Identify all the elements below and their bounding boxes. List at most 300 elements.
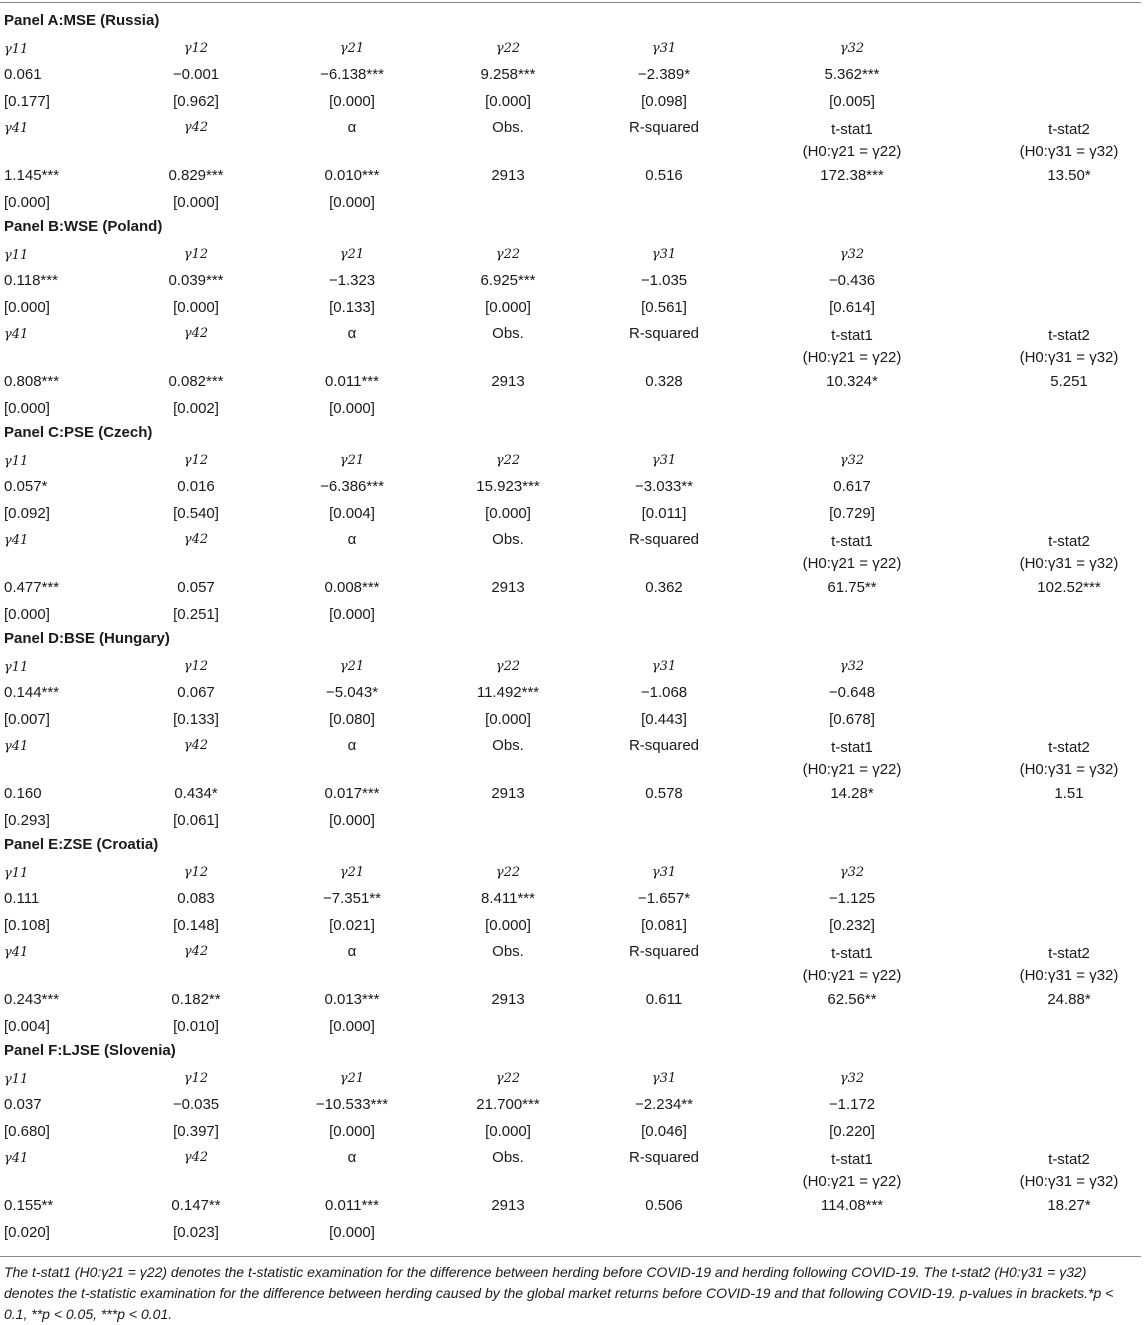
p-value — [4, 400, 50, 418]
stat-label-text: γ42 — [183, 532, 209, 547]
p-value-text: [0.081] — [641, 917, 687, 934]
coef-label-text: γ21 — [339, 865, 365, 880]
p-value-text: [0.000] — [4, 400, 50, 417]
stat-label-text: Obs. — [492, 531, 524, 548]
stat-label-text: R-squared — [628, 119, 700, 136]
coef-label-text: γ12 — [183, 865, 209, 880]
coef-label-row — [0, 452, 1145, 472]
stat-label-text: α — [347, 1149, 357, 1166]
p-value — [4, 299, 50, 317]
stat-label-text: α — [347, 737, 357, 754]
p-value-text: [0.443] — [641, 711, 687, 728]
stat-label-text: R-squared — [628, 1149, 700, 1166]
stat-value-row — [0, 1197, 1145, 1217]
coef-value — [4, 478, 47, 496]
coef-label-text: γ32 — [839, 247, 865, 262]
p-value-text: [0.046] — [641, 1123, 687, 1140]
coef-value-row — [0, 272, 1145, 292]
panel-title: Panel C:PSE (Czech) — [4, 424, 153, 441]
p-value-text: [0.293] — [4, 812, 50, 829]
stat-value-text: 0.362 — [645, 579, 683, 596]
stat-label — [4, 1149, 28, 1168]
coef-value-row — [0, 1096, 1145, 1116]
p-value-text: [0.000] — [329, 194, 375, 211]
coef-label-text: γ21 — [339, 247, 365, 262]
stat-value-text: 24.88* — [1047, 991, 1091, 1008]
coef-label-text: γ31 — [651, 1071, 677, 1086]
coef-value-row — [0, 66, 1145, 86]
coef-label-row — [0, 864, 1145, 884]
coef-label-text: γ32 — [839, 41, 865, 56]
coef-value-text: −1.125 — [828, 890, 876, 907]
p-value — [4, 917, 50, 935]
stat-value-text: 0.578 — [645, 785, 683, 802]
p-value-text: [0.080] — [329, 711, 375, 728]
coef-label-text: γ12 — [183, 453, 209, 468]
coef-value-text: 0.118*** — [4, 272, 58, 289]
coef-value-text: −1.172 — [828, 1096, 876, 1113]
stat-label-text: t-stat1 — [831, 121, 873, 138]
panel-title: Panel E:ZSE (Croatia) — [4, 836, 159, 853]
coef-value-row — [0, 684, 1145, 704]
stat-value-text: 0.011*** — [325, 373, 379, 390]
coef-label — [4, 246, 28, 265]
p-value-text: [0.000] — [4, 194, 50, 211]
coef-value-text: −0.648 — [828, 684, 876, 701]
stat-value-text: 0.611 — [645, 991, 683, 1008]
stat-label-row — [0, 531, 1145, 572]
hypothesis-label: (H0:γ21 = γ22) — [802, 967, 902, 984]
coef-value-text: 8.411*** — [481, 890, 535, 907]
p-value-text: [0.010] — [173, 1018, 219, 1035]
stat-value — [4, 1197, 53, 1215]
coef-label-text: γ22 — [495, 247, 521, 262]
stat-value-text: 18.27* — [1047, 1197, 1091, 1214]
coef-label-text: γ12 — [183, 659, 209, 674]
p-value — [4, 812, 50, 830]
p-value-text: [0.000] — [173, 299, 219, 316]
coef-label-text: γ32 — [839, 659, 865, 674]
stat-label-text: γ41 — [4, 533, 29, 548]
coef-value-text: 11.492*** — [476, 684, 540, 701]
stat-label-text: t-stat1 — [831, 327, 873, 344]
stat-label-text: Obs. — [492, 325, 524, 342]
t-stat1-label — [803, 943, 902, 987]
stat-value-text: 0.160 — [4, 785, 42, 802]
coef-value-text: −3.033** — [635, 478, 693, 495]
pvalue-row — [0, 93, 1145, 113]
stat-label-text: α — [347, 943, 357, 960]
p-value-text: [0.540] — [173, 505, 219, 522]
pvalue-row — [0, 1123, 1145, 1143]
p-value-text: [0.680] — [4, 1123, 50, 1140]
t-stat1-label — [803, 737, 902, 781]
stat-label — [4, 531, 28, 550]
stat-label-row — [0, 325, 1145, 366]
p-value-text: [0.004] — [4, 1018, 50, 1035]
stat-label-text: γ41 — [4, 1151, 29, 1166]
p-value-text: [0.000] — [485, 299, 531, 316]
p-value-text: [0.005] — [829, 93, 875, 110]
t-stat2-label — [1020, 943, 1119, 987]
p-value-text: [0.000] — [485, 1123, 531, 1140]
coef-label — [4, 658, 28, 677]
coef-label — [4, 864, 28, 883]
p-value — [4, 93, 50, 111]
coef-label-text: γ11 — [4, 866, 29, 881]
stat-label-text: α — [347, 119, 357, 136]
coef-value-text: 9.258*** — [480, 66, 536, 83]
coef-label-text: γ22 — [495, 1071, 521, 1086]
stat-value-text: 5.251 — [1050, 373, 1088, 390]
stat-value — [4, 373, 59, 391]
stat-label-text: t-stat2 — [1048, 1151, 1090, 1168]
coef-value-text: −2.234** — [635, 1096, 693, 1113]
coef-label-row — [0, 658, 1145, 678]
pvalue-row — [0, 299, 1145, 319]
stat-label-text: Obs. — [492, 943, 524, 960]
stat-label-text: Obs. — [492, 1149, 524, 1166]
stat-label-text: Obs. — [492, 737, 524, 754]
stat-label-text: Obs. — [492, 119, 524, 136]
stat-label-text: γ42 — [183, 738, 209, 753]
panel-title: Panel D:BSE (Hungary) — [4, 630, 170, 647]
hypothesis-label: (H0:γ31 = γ32) — [1019, 143, 1119, 160]
coef-value-text: 0.061 — [4, 66, 42, 83]
p-value-text: [0.000] — [329, 606, 375, 623]
stat-label-text: R-squared — [628, 325, 700, 342]
p-value-text: [0.108] — [4, 917, 50, 934]
coef-label-text: γ21 — [339, 453, 365, 468]
table-footnote: The t-stat1 (H0:γ21 = γ22) denotes the t-statistic examination for the difference between herding before COVID-19 and herding following COVID-19. The t-stat2 (H0:γ31 = γ32) denotes the t-statistic examination for the difference between herding caused by the global market returns before COVID-19 and that following COVID-19. p-values in brackets.*p < 0.1, **p < 0.05, ***p < 0.01. — [4, 1264, 1114, 1322]
p-value-text: [0.000] — [173, 194, 219, 211]
stat-value — [4, 579, 59, 597]
stat-label-text: t-stat1 — [831, 533, 873, 550]
coef-label-text: γ12 — [183, 41, 209, 56]
t-stat2-label — [1020, 1149, 1119, 1193]
panel-title: Panel B:WSE (Poland) — [4, 218, 163, 235]
p-value-text: [0.098] — [641, 93, 687, 110]
stat-value-text: 0.434* — [174, 785, 218, 802]
p-value — [4, 1018, 50, 1036]
coef-value-text: −0.436 — [828, 272, 876, 289]
coef-value — [4, 890, 39, 908]
t-stat2-label — [1020, 119, 1119, 163]
stat-value-text: 2913 — [491, 1197, 525, 1214]
stat-value-text: 61.75** — [827, 579, 877, 596]
coef-value-text: 0.039*** — [168, 272, 224, 289]
hypothesis-label: (H0:γ31 = γ32) — [1019, 555, 1119, 572]
stat-value-text: 62.56** — [827, 991, 877, 1008]
stat-value-text: 2913 — [491, 373, 525, 390]
stat-label-text: γ42 — [183, 326, 209, 341]
coef-value-text: −1.068 — [640, 684, 688, 701]
coef-value-text: 0.144*** — [4, 684, 60, 701]
coef-label-text: γ12 — [183, 247, 209, 262]
stat-label-text: γ41 — [4, 327, 29, 342]
coef-value — [4, 684, 59, 702]
p-value-text: [0.023] — [173, 1224, 219, 1241]
coef-value-row — [0, 478, 1145, 498]
stat-pvalue-row — [0, 812, 1145, 832]
panel-title: Panel A:MSE (Russia) — [4, 12, 160, 29]
coef-label-row — [0, 40, 1145, 60]
p-value-text: [0.177] — [4, 93, 50, 110]
t-stat2-label — [1020, 325, 1119, 369]
coef-value-text: 0.067 — [177, 684, 215, 701]
stat-value-text: 14.28* — [830, 785, 874, 802]
table-top-rule — [0, 2, 1141, 3]
hypothesis-label: (H0:γ21 = γ22) — [802, 555, 902, 572]
stat-value-text: 114.08*** — [820, 1197, 884, 1214]
coef-label-text: γ32 — [839, 453, 865, 468]
p-value-text: [0.000] — [329, 93, 375, 110]
p-value-text: [0.614] — [829, 299, 875, 316]
coef-label-text: γ11 — [4, 42, 29, 57]
table-bottom-rule — [0, 1256, 1141, 1257]
stat-label-text: t-stat1 — [831, 1151, 873, 1168]
coef-value-text: 6.925*** — [480, 272, 536, 289]
p-value-text: [0.002] — [173, 400, 219, 417]
stat-value-row — [0, 579, 1145, 599]
coef-value-text: −1.657* — [637, 890, 691, 907]
stat-label-text: γ41 — [4, 121, 29, 136]
coef-label-text: γ21 — [339, 1071, 365, 1086]
stat-label-text: α — [347, 325, 357, 342]
stat-value-text: 0.182** — [171, 991, 221, 1008]
stat-label-text: γ42 — [183, 944, 209, 959]
stat-label-row — [0, 1149, 1145, 1190]
stat-pvalue-row — [0, 1224, 1145, 1244]
p-value — [4, 606, 50, 624]
coef-value-text: −6.138*** — [320, 66, 384, 83]
coef-label-text: γ12 — [183, 1071, 209, 1086]
stat-label-text: t-stat2 — [1048, 327, 1090, 344]
coef-value — [4, 66, 42, 84]
coef-label-text: γ31 — [651, 247, 677, 262]
coef-label-text: γ32 — [839, 865, 865, 880]
coef-label-text: γ31 — [651, 453, 677, 468]
stat-value-text: 0.808*** — [4, 373, 60, 390]
hypothesis-label: (H0:γ21 = γ22) — [802, 1173, 902, 1190]
stat-value-text: 0.506 — [645, 1197, 683, 1214]
stat-value-text: 0.008*** — [324, 579, 380, 596]
hypothesis-label: (H0:γ21 = γ22) — [802, 349, 902, 366]
coef-value — [4, 1096, 42, 1114]
panel-title: Panel F:LJSE (Slovenia) — [4, 1042, 176, 1059]
coef-value-text: 21.700*** — [476, 1096, 540, 1113]
p-value-text: [0.000] — [329, 1018, 375, 1035]
hypothesis-label: (H0:γ31 = γ32) — [1019, 761, 1119, 778]
t-stat1-label — [803, 1149, 902, 1193]
stat-label-text: γ42 — [183, 1150, 209, 1165]
hypothesis-label: (H0:γ31 = γ32) — [1019, 1173, 1119, 1190]
coef-label-text: γ11 — [4, 1072, 29, 1087]
p-value-text: [0.000] — [485, 505, 531, 522]
coef-label — [4, 1070, 28, 1089]
coef-value-text: −1.323 — [328, 272, 376, 289]
stat-value-text: 0.057 — [177, 579, 215, 596]
stat-value-text: 172.38*** — [820, 167, 884, 184]
p-value — [4, 1123, 50, 1141]
p-value-text: [0.000] — [329, 400, 375, 417]
p-value-text: [0.021] — [329, 917, 375, 934]
stat-label-text: γ41 — [4, 945, 29, 960]
p-value-text: [0.007] — [4, 711, 50, 728]
stat-value-text: 0.477*** — [4, 579, 60, 596]
coef-label-text: γ31 — [651, 659, 677, 674]
p-value-text: [0.000] — [485, 711, 531, 728]
coef-value-text: −1.035 — [640, 272, 688, 289]
coef-label-text: γ11 — [4, 660, 29, 675]
coef-label-text: γ22 — [495, 41, 521, 56]
pvalue-row — [0, 917, 1145, 937]
stat-value-text: 0.017*** — [324, 785, 380, 802]
stat-value-text: 1.145*** — [4, 167, 60, 184]
p-value-text: [0.000] — [485, 917, 531, 934]
stat-value-text: 0.328 — [645, 373, 683, 390]
stat-label-text: R-squared — [628, 531, 700, 548]
coef-value-text: 0.083 — [177, 890, 215, 907]
coef-label-text: γ21 — [339, 659, 365, 674]
coef-value-text: 15.923*** — [476, 478, 540, 495]
stat-label-text: γ42 — [183, 120, 209, 135]
p-value-text: [0.000] — [329, 812, 375, 829]
coef-label-text: γ11 — [4, 454, 29, 469]
stat-pvalue-row — [0, 194, 1145, 214]
p-value-text: [0.251] — [173, 606, 219, 623]
hypothesis-label: (H0:γ21 = γ22) — [802, 761, 902, 778]
p-value-text: [0.133] — [329, 299, 375, 316]
stat-label — [4, 943, 28, 962]
coef-value-text: 0.037 — [4, 1096, 42, 1113]
stat-value-text: 102.52*** — [1037, 579, 1101, 596]
stat-value-text: 0.516 — [645, 167, 683, 184]
p-value-text: [0.678] — [829, 711, 875, 728]
p-value-text: [0.020] — [4, 1224, 50, 1241]
stat-value-text: 0.147** — [171, 1197, 221, 1214]
t-stat2-label — [1020, 531, 1119, 575]
stat-value-text: 0.155** — [4, 1197, 54, 1214]
p-value-text: [0.962] — [173, 93, 219, 110]
stat-value-text: 0.011*** — [325, 1197, 379, 1214]
coef-value-text: 0.617 — [833, 478, 871, 495]
coef-label-row — [0, 246, 1145, 266]
coef-value-text: −5.043* — [325, 684, 379, 701]
coef-value — [4, 272, 58, 290]
pvalue-row — [0, 505, 1145, 525]
stat-label-row — [0, 737, 1145, 778]
stat-value-text: 0.082*** — [168, 373, 224, 390]
stat-label-text: t-stat1 — [831, 945, 873, 962]
coef-value-text: −7.351** — [323, 890, 381, 907]
stat-label-text: α — [347, 531, 357, 548]
stat-label-text: t-stat1 — [831, 739, 873, 756]
stat-label-text: t-stat2 — [1048, 739, 1090, 756]
p-value-text: [0.000] — [329, 1224, 375, 1241]
hypothesis-label: (H0:γ31 = γ32) — [1019, 967, 1119, 984]
coef-label-text: γ22 — [495, 659, 521, 674]
stat-value-text: 0.243*** — [4, 991, 60, 1008]
stat-value-text: 2913 — [491, 991, 525, 1008]
hypothesis-label: (H0:γ31 = γ32) — [1019, 349, 1119, 366]
t-stat2-label — [1020, 737, 1119, 781]
p-value-text: [0.000] — [4, 606, 50, 623]
stat-label-row — [0, 943, 1145, 984]
coef-label-row — [0, 1070, 1145, 1090]
coef-label — [4, 452, 28, 471]
stat-label-text: t-stat2 — [1048, 121, 1090, 138]
stat-pvalue-row — [0, 400, 1145, 420]
coef-value-text: −2.389* — [637, 66, 691, 83]
coef-label-text: γ11 — [4, 248, 29, 263]
stat-value-row — [0, 785, 1145, 805]
coef-label-text: γ21 — [339, 41, 365, 56]
coef-label-text: γ31 — [651, 865, 677, 880]
coef-value-text: −0.001 — [172, 66, 220, 83]
p-value-text: [0.148] — [173, 917, 219, 934]
stat-value-text: 1.51 — [1054, 785, 1084, 802]
p-value-text: [0.729] — [829, 505, 875, 522]
p-value-text: [0.397] — [173, 1123, 219, 1140]
coef-value-text: −10.533*** — [315, 1096, 389, 1113]
stat-value — [4, 991, 59, 1009]
stat-pvalue-row — [0, 1018, 1145, 1038]
stat-value-text: 0.010*** — [324, 167, 380, 184]
p-value-text: [0.004] — [329, 505, 375, 522]
p-value — [4, 505, 50, 523]
coef-label — [4, 40, 28, 59]
coef-label-text: γ32 — [839, 1071, 865, 1086]
p-value — [4, 194, 50, 212]
coef-value-row — [0, 890, 1145, 910]
stat-label-text: R-squared — [628, 943, 700, 960]
coef-value-text: 0.111 — [4, 890, 40, 907]
stat-label-text: t-stat2 — [1048, 945, 1090, 962]
stat-value-row — [0, 167, 1145, 187]
stat-value — [4, 785, 42, 803]
stat-value-row — [0, 373, 1145, 393]
p-value-text: [0.561] — [641, 299, 687, 316]
stat-label-text: t-stat2 — [1048, 533, 1090, 550]
stat-value-row — [0, 991, 1145, 1011]
p-value-text: [0.061] — [173, 812, 219, 829]
coef-value-text: −0.035 — [172, 1096, 220, 1113]
t-stat1-label — [803, 119, 902, 163]
p-value-text: [0.000] — [485, 93, 531, 110]
stat-label-row — [0, 119, 1145, 160]
p-value — [4, 711, 50, 729]
coef-label-text: γ22 — [495, 453, 521, 468]
coef-value-text: 0.016 — [177, 478, 215, 495]
coef-label-text: γ31 — [651, 41, 677, 56]
coef-value-text: 0.057* — [4, 478, 48, 495]
p-value-text: [0.011] — [641, 505, 687, 522]
stat-label — [4, 737, 28, 756]
stat-value-text: 0.829*** — [168, 167, 224, 184]
p-value-text: [0.220] — [829, 1123, 875, 1140]
coef-value-text: 5.362*** — [824, 66, 880, 83]
hypothesis-label: (H0:γ21 = γ22) — [802, 143, 902, 160]
stat-value-text: 2913 — [491, 579, 525, 596]
stat-pvalue-row — [0, 606, 1145, 626]
p-value-text: [0.092] — [4, 505, 50, 522]
p-value — [4, 1224, 50, 1242]
p-value-text: [0.133] — [173, 711, 219, 728]
stat-value-text: 10.324* — [826, 373, 878, 390]
stat-label-text: γ41 — [4, 739, 29, 754]
stat-value — [4, 167, 59, 185]
